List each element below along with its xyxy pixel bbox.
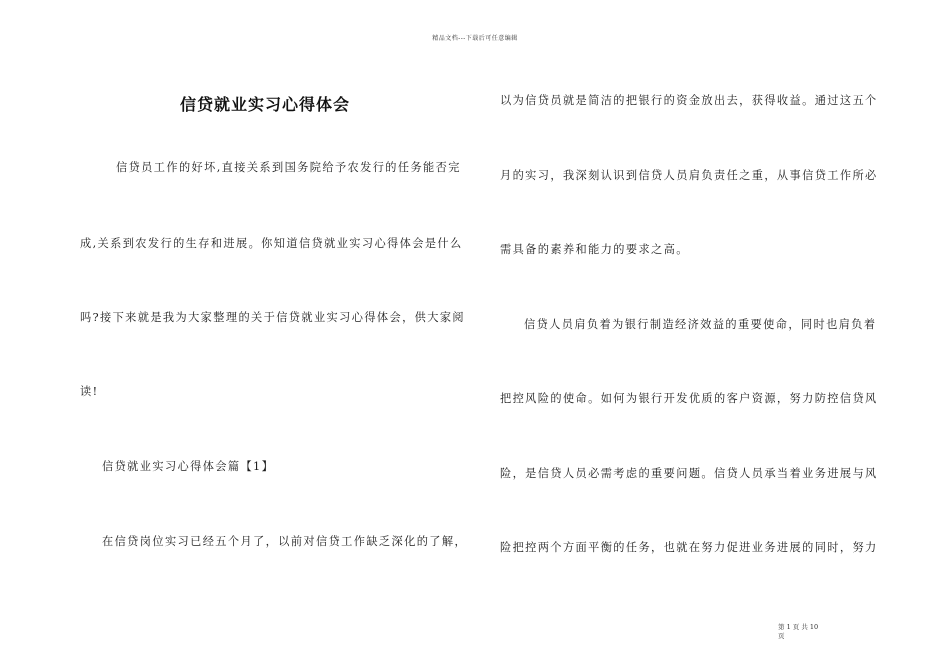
right-paragraph-line: 以为信贷员就是简洁的把银行的资金放出去，获得收益。通过这五个 xyxy=(500,94,878,107)
page-number-line1: 第 1 页 共 10 xyxy=(778,623,819,631)
right-paragraph-line: 信贷人员肩负着为银行制造经济效益的重要使命，同时也肩负着 xyxy=(524,318,877,331)
left-paragraph-line: 吗?接下来就是我为大家整理的关于信贷就业实习心得体会，供大家阅 xyxy=(80,311,466,324)
right-paragraph-line: 把控风险的使命。如何为银行开发优质的客户资源，努力防控信贷风 xyxy=(500,392,878,405)
left-paragraph-line: 读! xyxy=(80,385,99,398)
section-heading: 信贷就业实习心得体会篇【1】 xyxy=(102,460,275,473)
right-paragraph-line: 月的实习，我深刻认识到信贷人员肩负责任之重，从事信贷工作所必 xyxy=(500,169,878,182)
right-paragraph-line: 需具备的素养和能力的要求之高。 xyxy=(500,243,689,256)
header-note: 精品文档---下载后可任意编辑 xyxy=(432,35,518,42)
page-number xyxy=(778,623,848,641)
left-paragraph-line: 在信贷岗位实习已经五个月了，以前对信贷工作缺乏深化的了解， xyxy=(102,535,468,548)
document-title: 信贷就业实习心得体会 xyxy=(179,95,350,114)
page-number-line2: 页 xyxy=(778,632,785,640)
right-paragraph-line: 险把控两个方面平衡的任务，也就在努力促进业务进展的同时，努力 xyxy=(500,541,878,554)
right-paragraph-line: 险，是信贷人员必需考虑的重要问题。信贷人员承当着业务进展与风 xyxy=(500,467,878,480)
left-paragraph-line: 成,关系到农发行的生存和进展。你知道信贷就业实习心得体会是什么 xyxy=(80,237,463,250)
left-paragraph-line: 信贷员工作的好坏,直接关系到国务院给予农发行的任务能否完 xyxy=(116,161,461,174)
